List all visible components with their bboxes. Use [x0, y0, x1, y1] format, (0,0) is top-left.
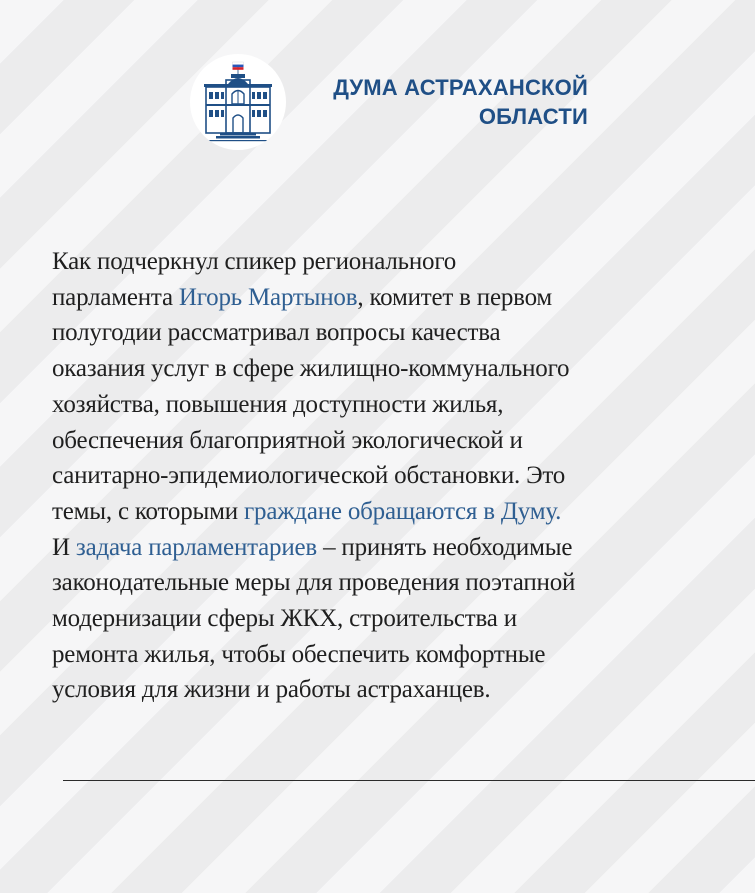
- article-line: [52, 672, 752, 708]
- text-segment: модернизации сферы ЖКХ, строительства и: [52, 605, 517, 633]
- org-name-line-2: ОБЛАСТИ: [478, 104, 588, 129]
- highlighted-phrase: Игорь Мартынов: [178, 283, 358, 311]
- text-segment: полугодии рассматривал вопросы качества: [52, 319, 501, 347]
- article-line: [52, 565, 752, 601]
- highlighted-phrase: задача парламентариев: [75, 533, 318, 561]
- text-segment: темы, с которыми: [52, 497, 244, 525]
- article-line: [52, 637, 752, 673]
- text-segment: оказания услуг в сфере жилищно-коммунального: [52, 355, 570, 383]
- text-segment: санитарно-эпидемиологической обстановки. Это: [52, 462, 566, 490]
- article-line: [52, 601, 752, 637]
- article-line: [52, 458, 752, 494]
- text-segment: парламента: [52, 283, 179, 311]
- text-segment: законодательные меры для проведения поэтапной: [52, 569, 576, 597]
- divider: [63, 780, 755, 781]
- article-text: [52, 244, 752, 708]
- article-line: [52, 423, 752, 459]
- article-line: [52, 387, 752, 423]
- text-segment: условия для жизни и работы астраханцев.: [52, 676, 491, 704]
- text-segment: Как подчеркнул спикер регионального: [52, 248, 457, 275]
- text-segment: хозяйства, повышения доступности жилья,: [52, 390, 504, 418]
- header: [190, 54, 610, 150]
- text-segment: И: [52, 533, 76, 561]
- article-line: [52, 530, 752, 566]
- text-segment: ремонта жилья, чтобы обеспечить комфортные: [52, 640, 546, 668]
- org-name: [333, 73, 588, 131]
- duma-building-icon: [190, 54, 286, 150]
- article-line: [52, 244, 752, 280]
- duma-logo: [190, 54, 286, 150]
- text-segment: , комитет в первом: [357, 283, 553, 311]
- article-line: [52, 315, 752, 351]
- text-segment: обеспечения благоприятной экологической и: [52, 426, 523, 454]
- article-line: [52, 280, 752, 316]
- org-name-line-1: ДУМА АСТРАХАНСКОЙ: [333, 75, 588, 100]
- text-segment: – принять необходимые: [317, 533, 573, 561]
- article-line: [52, 351, 752, 387]
- highlighted-phrase: граждане обращаются в Думу.: [243, 497, 562, 525]
- article-line: [52, 494, 752, 530]
